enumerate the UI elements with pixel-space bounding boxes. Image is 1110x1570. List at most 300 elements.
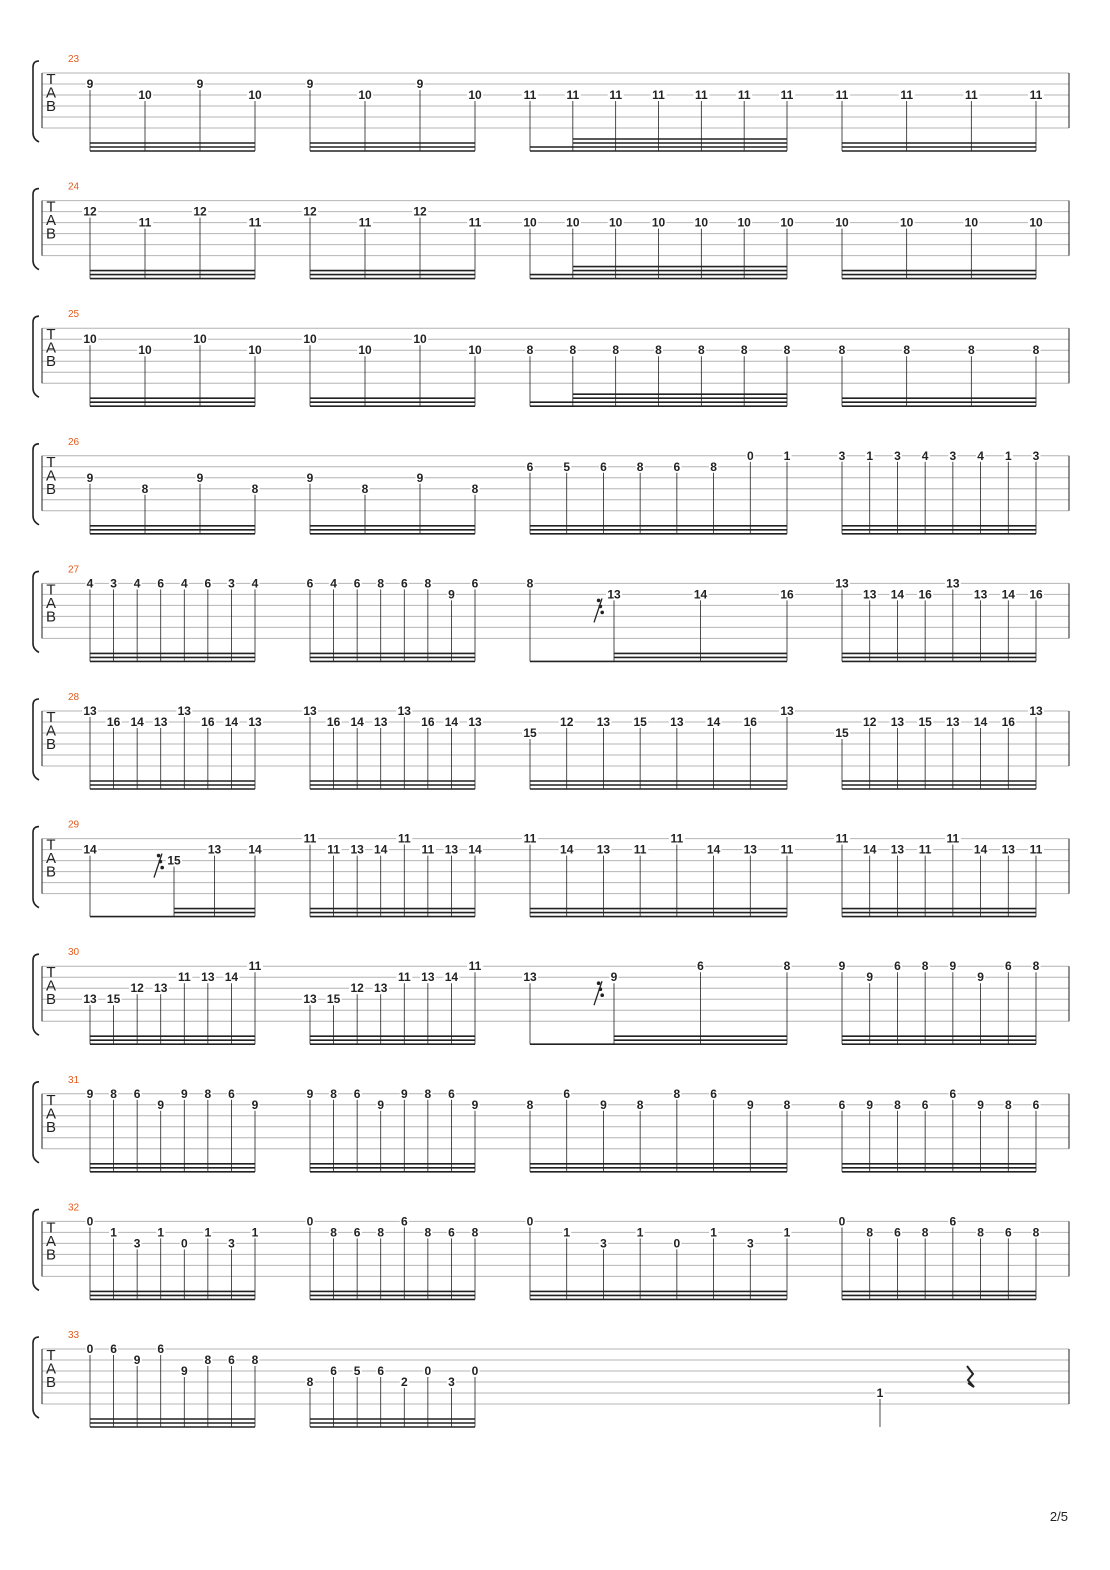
rest-flag-dot <box>159 860 163 864</box>
fret-number: 9 <box>400 1086 408 1101</box>
fret-number: 6 <box>471 576 479 591</box>
measure-number: 28 <box>68 692 80 703</box>
fret-number: 6 <box>921 1097 929 1112</box>
fret-number: 11 <box>900 88 914 102</box>
fret-number: 15 <box>326 992 341 1007</box>
tab-system <box>33 1202 1069 1299</box>
fret-number: 9 <box>746 1097 754 1112</box>
fret-number: 13 <box>596 715 611 729</box>
tab-clef-letter: B <box>45 1246 57 1264</box>
fret-number: 9 <box>157 1097 165 1112</box>
fret-number: 3 <box>746 1236 754 1251</box>
fret-number: 9 <box>416 77 424 91</box>
fret-number: 9 <box>448 587 455 602</box>
fret-number: 3 <box>133 1236 141 1251</box>
fret-number: 0 <box>86 1214 94 1229</box>
fret-number: 6 <box>157 576 165 591</box>
fret-number: 9 <box>306 1086 314 1101</box>
fret-number: 11 <box>737 88 751 102</box>
measure-number: 25 <box>68 309 80 321</box>
system-brace <box>33 189 39 270</box>
page-number: 2/5 <box>1049 1509 1068 1524</box>
fret-number: 11 <box>566 88 580 102</box>
fret-number: 8 <box>612 343 620 358</box>
fret-number: 6 <box>1004 959 1012 974</box>
system-brace <box>33 1209 39 1290</box>
fret-number: 12 <box>560 715 574 729</box>
tab-clef-letter: B <box>45 225 57 243</box>
fret-number: 11 <box>248 959 262 974</box>
fret-number: 13 <box>421 970 435 985</box>
fret-number: 12 <box>413 204 427 219</box>
fret-number: 13 <box>444 842 459 857</box>
fret-number: 12 <box>303 204 317 219</box>
fret-number: 1 <box>157 1225 165 1240</box>
tab-system <box>33 309 1069 406</box>
fret-number: 8 <box>361 481 369 496</box>
tab-clef-letter: B <box>45 353 57 371</box>
fret-number: 9 <box>86 1086 94 1101</box>
fret-number: 12 <box>193 204 207 219</box>
tab-clef-letter: B <box>45 863 57 881</box>
fret-number: 10 <box>358 88 372 102</box>
fret-number: 13 <box>374 981 388 996</box>
measure-number: 27 <box>68 564 80 576</box>
fret-number: 6 <box>448 1225 455 1240</box>
fret-number: 8 <box>1032 959 1040 974</box>
fret-number: 10 <box>358 343 372 358</box>
fret-number: 13 <box>1029 704 1043 718</box>
fret-number: 10 <box>737 215 751 230</box>
fret-number: 13 <box>207 842 222 857</box>
fret-number: 10 <box>566 215 580 230</box>
fret-number: 8 <box>306 1375 314 1389</box>
fret-number: 14 <box>468 842 482 857</box>
fret-number: 6 <box>228 1353 235 1367</box>
fret-number: 4 <box>133 576 141 591</box>
tab-clef-letter: A <box>45 1105 57 1123</box>
fret-number: 10 <box>138 343 152 358</box>
fret-number: 14 <box>444 970 459 985</box>
fret-number: 4 <box>86 576 94 591</box>
fret-number: 13 <box>303 704 317 718</box>
fret-number: 10 <box>523 215 537 230</box>
fret-number: 8 <box>977 1225 984 1240</box>
fret-number: 9 <box>866 970 874 985</box>
fret-number: 14 <box>706 715 721 729</box>
fret-number: 9 <box>251 1097 259 1112</box>
fret-number: 6 <box>204 576 212 591</box>
fret-number: 10 <box>83 332 97 347</box>
fret-number: 16 <box>326 715 341 729</box>
system-brace <box>33 699 39 780</box>
tab-clef-letter: B <box>45 98 57 115</box>
fret-number: 3 <box>1032 448 1040 463</box>
fret-number: 12 <box>130 981 144 996</box>
fret-number: 11 <box>397 970 411 985</box>
fret-number: 8 <box>894 1097 901 1112</box>
fret-number: 14 <box>863 842 877 857</box>
fret-number: 11 <box>1029 88 1043 102</box>
fret-number: 13 <box>397 704 411 718</box>
tab-clef-letter: A <box>45 977 57 995</box>
fret-number: 13 <box>890 842 905 857</box>
fret-number: 6 <box>133 1086 141 1101</box>
tab-clef-letter: A <box>45 722 57 740</box>
fret-number: 9 <box>306 77 314 91</box>
fret-number: 13 <box>863 587 877 602</box>
fret-number: 10 <box>303 332 317 347</box>
fret-number: 13 <box>743 842 757 857</box>
fret-number: 6 <box>949 1086 957 1101</box>
fret-number: 11 <box>780 88 794 102</box>
fret-number: 8 <box>110 1086 117 1101</box>
fret-number: 9 <box>977 1097 984 1112</box>
tab-clef-letter: B <box>45 480 57 498</box>
fret-number: 9 <box>600 1097 607 1112</box>
fret-number: 3 <box>228 576 235 591</box>
measure-number: 31 <box>68 1074 80 1086</box>
fret-number: 9 <box>949 959 957 974</box>
fret-number: 16 <box>1029 587 1043 602</box>
fret-number: 8 <box>838 343 846 358</box>
rest-flag-dot <box>597 981 601 985</box>
fret-number: 4 <box>180 576 188 591</box>
fret-number: 8 <box>1032 343 1040 358</box>
fret-number: 9 <box>416 470 424 485</box>
fret-number: 6 <box>353 576 361 591</box>
fret-number: 13 <box>607 587 621 602</box>
tab-clef-letter: B <box>45 1374 57 1391</box>
fret-number: 16 <box>918 587 932 602</box>
fret-number: 8 <box>330 1225 337 1240</box>
fret-number: 6 <box>1032 1097 1040 1112</box>
fret-number: 14 <box>444 715 459 729</box>
fret-number: 8 <box>636 1097 644 1112</box>
tab-clef-letter: A <box>45 467 57 485</box>
fret-number: 3 <box>894 448 901 463</box>
fret-number: 11 <box>652 88 665 102</box>
fret-number: 3 <box>600 1236 607 1251</box>
tab-clef-letter: A <box>45 84 57 102</box>
tab-clef-letter: B <box>45 736 57 753</box>
fret-number: 9 <box>610 970 618 985</box>
fret-number: 3 <box>949 448 957 463</box>
fret-number: 1 <box>876 1386 884 1400</box>
fret-number: 12 <box>350 981 364 996</box>
fret-number: 6 <box>228 1086 235 1101</box>
fret-number: 8 <box>377 576 385 591</box>
fret-number: 8 <box>141 481 149 496</box>
tab-clef-letter: T <box>46 581 56 599</box>
fret-number: 10 <box>780 215 794 230</box>
fret-number: 16 <box>743 715 757 729</box>
fret-number: 1 <box>251 1225 259 1240</box>
tab-clef-letter: T <box>46 198 56 216</box>
fret-number: 14 <box>130 715 144 729</box>
fret-number: 15 <box>167 853 181 868</box>
fret-number: 13 <box>154 981 168 996</box>
fret-number: 8 <box>526 576 534 591</box>
fret-number: 9 <box>377 1097 385 1112</box>
fret-number: 11 <box>670 831 684 846</box>
tab-clef-letter: T <box>46 326 56 344</box>
fret-number: 13 <box>890 715 905 729</box>
fret-number: 4 <box>251 576 259 591</box>
fret-number: 5 <box>353 1364 361 1378</box>
fret-number: 16 <box>780 587 794 602</box>
fret-number: 6 <box>526 459 534 474</box>
fret-number: 3 <box>838 448 846 463</box>
fret-number: 6 <box>1004 1225 1012 1240</box>
tab-clef-letter: T <box>46 71 56 88</box>
fret-number: 11 <box>964 88 978 102</box>
tab-clef-letter: T <box>46 1219 56 1237</box>
fret-number: 6 <box>673 459 681 474</box>
fret-number: 10 <box>835 215 849 230</box>
fret-number: 8 <box>783 1097 791 1112</box>
fret-number: 11 <box>523 831 537 846</box>
fret-number: 15 <box>633 715 647 729</box>
fret-number: 8 <box>251 481 259 496</box>
fret-number: 10 <box>1029 215 1043 230</box>
tab-clef-letter: T <box>46 1347 56 1364</box>
fret-number: 16 <box>1001 715 1015 729</box>
fret-number: 6 <box>949 1214 957 1229</box>
fret-number: 11 <box>835 831 849 846</box>
fret-number: 11 <box>177 970 191 985</box>
fret-number: 6 <box>306 576 314 591</box>
fret-number: 16 <box>421 715 435 729</box>
fret-number: 8 <box>697 343 705 358</box>
measure-number: 23 <box>68 54 80 65</box>
system-brace <box>33 1337 39 1418</box>
fret-number: 8 <box>921 959 929 974</box>
system-brace <box>33 316 39 397</box>
fret-number: 15 <box>523 726 537 740</box>
fret-number: 11 <box>358 215 372 230</box>
fret-number: 1 <box>783 1225 791 1240</box>
fret-number: 13 <box>468 715 482 729</box>
fret-number: 6 <box>353 1225 361 1240</box>
fret-number: 14 <box>248 842 262 857</box>
fret-number: 14 <box>224 970 239 985</box>
fret-number: 10 <box>694 215 709 230</box>
fret-number: 13 <box>83 704 97 718</box>
measure-number: 32 <box>68 1202 80 1214</box>
fret-number: 9 <box>306 470 314 485</box>
fret-number: 9 <box>196 470 204 485</box>
fret-number: 4 <box>921 448 929 463</box>
fret-number: 0 <box>306 1214 314 1229</box>
tab-clef-letter: T <box>46 836 56 854</box>
measure-number: 30 <box>68 947 80 959</box>
fret-number: 1 <box>783 448 791 463</box>
tab-clef-letter: B <box>45 608 57 626</box>
fret-number: 8 <box>783 343 791 358</box>
fret-number: 8 <box>569 343 577 358</box>
fret-number: 1 <box>1004 448 1012 463</box>
fret-number: 11 <box>468 215 482 230</box>
tab-clef-letter: A <box>45 850 57 868</box>
fret-number: 9 <box>838 959 846 974</box>
tab-system <box>33 564 1069 661</box>
measure-number: 29 <box>68 819 80 831</box>
fret-number: 11 <box>1029 842 1043 857</box>
rest-flag-dot <box>599 605 603 609</box>
fret-number: 11 <box>468 959 482 974</box>
fret-number: 13 <box>973 587 988 602</box>
fret-number: 15 <box>106 992 121 1007</box>
fret-number: 11 <box>523 88 537 102</box>
fret-number: 6 <box>697 959 704 974</box>
fret-number: 8 <box>424 1225 432 1240</box>
fret-number: 14 <box>973 715 988 729</box>
fret-number: 10 <box>413 332 427 347</box>
system-brace <box>33 827 39 908</box>
tab-system <box>33 182 1069 279</box>
fret-number: 14 <box>890 587 905 602</box>
fret-number: 10 <box>248 343 262 358</box>
fret-number: 4 <box>330 576 337 591</box>
fret-number: 11 <box>633 842 647 857</box>
fret-number: 11 <box>327 842 340 857</box>
measure-number: 24 <box>68 181 80 193</box>
system-brace <box>33 954 39 1035</box>
fret-number: 13 <box>596 842 611 857</box>
fret-number: 14 <box>350 715 364 729</box>
fret-number: 1 <box>204 1225 212 1240</box>
system-brace <box>33 61 39 142</box>
fret-number: 6 <box>157 1342 165 1356</box>
fret-number: 8 <box>903 343 911 358</box>
fret-number: 11 <box>303 831 317 846</box>
fret-number: 0 <box>180 1236 188 1251</box>
fret-number: 13 <box>350 842 364 857</box>
fret-number: 8 <box>740 343 748 358</box>
fret-number: 8 <box>967 343 975 358</box>
system-brace <box>33 1082 39 1163</box>
measure-number: 33 <box>68 1330 80 1341</box>
tab-system <box>33 1075 1069 1172</box>
fret-number: 11 <box>138 215 152 230</box>
fret-number: 11 <box>421 842 435 857</box>
fret-number: 11 <box>918 842 932 857</box>
fret-number: 9 <box>180 1364 188 1378</box>
fret-number: 0 <box>471 1364 479 1378</box>
fret-number: 14 <box>560 842 574 857</box>
fret-number: 13 <box>177 704 191 718</box>
rest-flag-dot <box>157 854 161 858</box>
fret-number: 6 <box>838 1097 846 1112</box>
fret-number: 6 <box>377 1364 385 1378</box>
fret-number: 6 <box>330 1364 337 1378</box>
fret-number: 8 <box>655 343 662 358</box>
fret-number: 3 <box>228 1236 235 1251</box>
fret-number: 12 <box>83 204 97 219</box>
rest-flag-dot <box>597 599 601 603</box>
fret-number: 11 <box>835 88 849 102</box>
fret-number: 13 <box>946 715 960 729</box>
rest-flag-dot <box>600 611 604 615</box>
tab-system <box>33 692 1069 789</box>
fret-number: 1 <box>866 448 874 463</box>
fret-number: 9 <box>977 970 984 985</box>
rest-flag-dot <box>599 987 603 991</box>
fret-number: 9 <box>180 1086 188 1101</box>
fret-number: 5 <box>563 459 571 474</box>
fret-number: 10 <box>468 88 482 102</box>
fret-number: 8 <box>377 1225 385 1240</box>
fret-number: 9 <box>471 1097 479 1112</box>
fret-number: 14 <box>224 715 239 729</box>
system-brace <box>33 444 39 525</box>
fret-number: 10 <box>964 215 979 230</box>
tab-system <box>33 437 1069 534</box>
fret-number: 10 <box>138 88 152 102</box>
fret-number: 10 <box>193 332 207 347</box>
fret-number: 1 <box>110 1225 117 1240</box>
fret-number: 8 <box>471 481 479 496</box>
tab-clef-letter: B <box>45 1118 57 1136</box>
fret-number: 14 <box>973 842 988 857</box>
fret-number: 14 <box>1001 587 1015 602</box>
fret-number: 6 <box>448 1086 455 1101</box>
fret-number: 8 <box>1032 1225 1040 1240</box>
tab-clef-letter: A <box>45 339 57 357</box>
fret-number: 8 <box>710 459 717 474</box>
fret-number: 6 <box>894 959 901 974</box>
system-brace <box>33 571 39 652</box>
fret-number: 13 <box>780 704 794 718</box>
fret-number: 9 <box>86 470 94 485</box>
fret-number: 14 <box>706 842 721 857</box>
fret-number: 8 <box>673 1086 681 1101</box>
fret-number: 13 <box>154 715 168 729</box>
fret-number: 14 <box>83 842 97 857</box>
fret-number: 8 <box>636 459 644 474</box>
tab-system <box>33 820 1069 917</box>
fret-number: 8 <box>424 1086 432 1101</box>
fret-number: 15 <box>918 715 932 729</box>
fret-number: 4 <box>977 448 984 463</box>
fret-number: 14 <box>374 842 388 857</box>
fret-number: 6 <box>400 1214 408 1229</box>
fret-number: 10 <box>651 215 666 230</box>
fret-number: 14 <box>693 587 708 602</box>
fret-number: 13 <box>523 970 537 985</box>
fret-number: 8 <box>866 1225 874 1240</box>
fret-number: 8 <box>526 343 534 358</box>
fret-number: 11 <box>780 842 794 857</box>
tab-clef-letter: T <box>46 1091 56 1109</box>
fret-number: 1 <box>710 1225 717 1240</box>
fret-number: 13 <box>303 992 317 1007</box>
fret-number: 10 <box>468 343 482 358</box>
fret-number: 6 <box>894 1225 901 1240</box>
fret-number: 8 <box>424 576 432 591</box>
fret-number: 13 <box>248 715 262 729</box>
fret-number: 0 <box>424 1364 432 1378</box>
tab-clef-letter: B <box>45 991 57 1009</box>
fret-number: 9 <box>866 1097 874 1112</box>
fret-number: 16 <box>106 715 121 729</box>
fret-number: 11 <box>248 215 262 230</box>
fret-number: 6 <box>353 1086 361 1101</box>
fret-number: 3 <box>110 576 117 591</box>
fret-number: 9 <box>86 77 94 91</box>
fret-number: 9 <box>196 77 204 91</box>
